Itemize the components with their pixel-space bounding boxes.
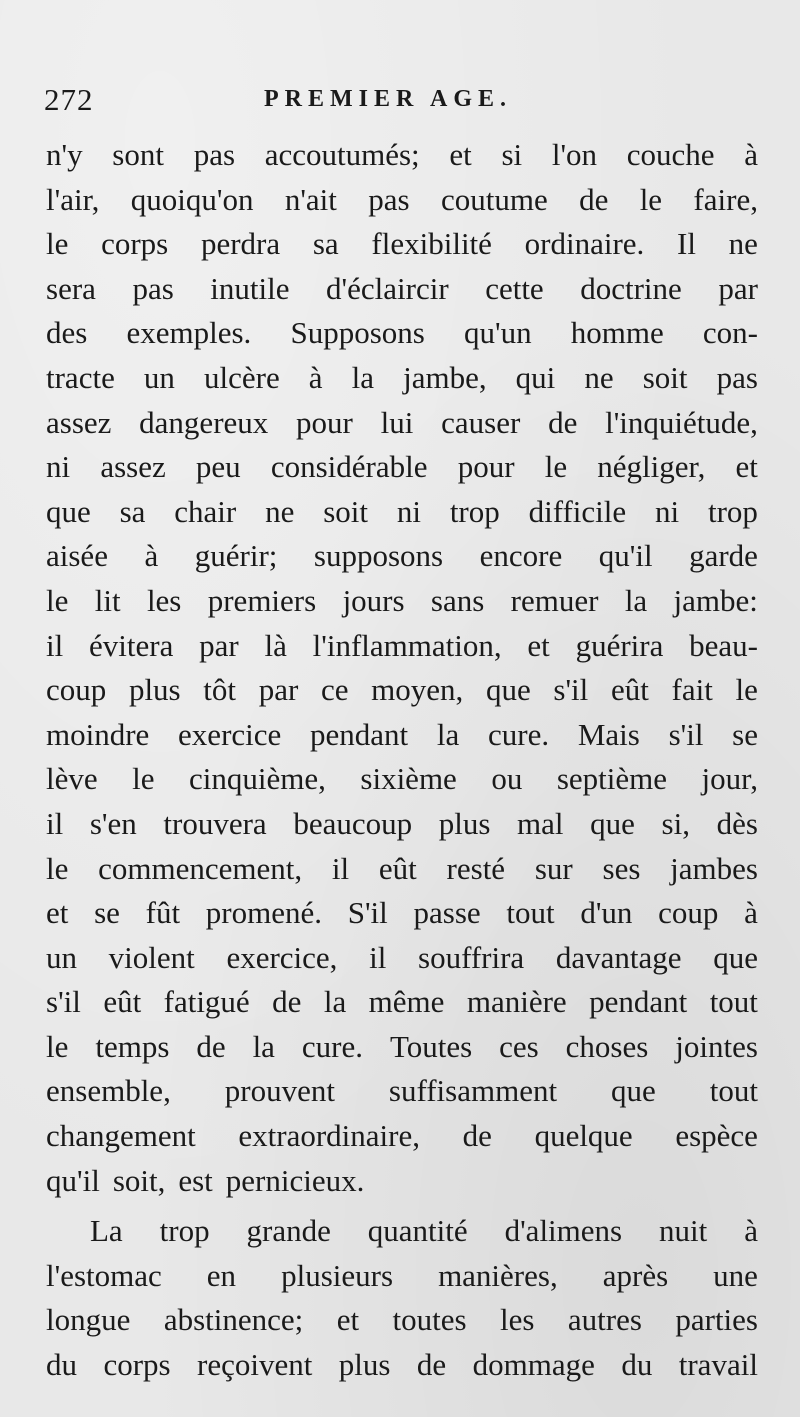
word: septième bbox=[556, 761, 667, 797]
word: les bbox=[146, 582, 182, 618]
word: qu'il bbox=[598, 538, 653, 574]
word: le bbox=[735, 672, 758, 708]
word: plus bbox=[438, 805, 491, 841]
word: l'inflammation, bbox=[312, 627, 502, 663]
word: sans bbox=[430, 582, 485, 618]
word: que bbox=[590, 805, 635, 841]
word: si, bbox=[661, 805, 690, 841]
word: eût bbox=[610, 672, 649, 708]
word: de bbox=[196, 1028, 226, 1064]
word: eût bbox=[378, 850, 417, 886]
word: à bbox=[308, 359, 323, 395]
word: il bbox=[331, 850, 350, 886]
word: à bbox=[744, 895, 758, 931]
word: du bbox=[46, 1347, 77, 1383]
text-line bbox=[46, 847, 758, 892]
word: même bbox=[368, 984, 445, 1020]
text-line bbox=[46, 534, 758, 579]
text-line bbox=[46, 668, 758, 713]
text-line bbox=[46, 445, 758, 490]
word: premiers bbox=[207, 582, 317, 618]
word: trop bbox=[159, 1213, 210, 1249]
word: pernicieux. bbox=[225, 1162, 365, 1198]
word: que bbox=[485, 672, 531, 708]
word: se bbox=[94, 895, 120, 931]
word: de bbox=[579, 181, 609, 217]
body-text bbox=[46, 133, 758, 1388]
word: le bbox=[46, 1028, 69, 1064]
word: choses bbox=[565, 1028, 649, 1064]
word: Il bbox=[677, 226, 696, 262]
word: à bbox=[144, 538, 159, 574]
word: se bbox=[732, 716, 758, 752]
word: guérira bbox=[575, 627, 664, 663]
word: ne bbox=[265, 493, 295, 529]
word: travail bbox=[678, 1347, 758, 1383]
word: le bbox=[544, 449, 568, 485]
word: ou bbox=[491, 761, 523, 797]
word: que bbox=[713, 939, 758, 975]
word: n'ait bbox=[284, 181, 337, 217]
word: s'en bbox=[89, 805, 137, 841]
word: lui bbox=[380, 404, 414, 440]
word: ses bbox=[602, 850, 641, 886]
word: et bbox=[336, 1302, 360, 1338]
word: jointes bbox=[675, 1028, 758, 1064]
word: homme bbox=[570, 315, 664, 351]
word: l'inquiétude, bbox=[605, 404, 758, 440]
word: quelque bbox=[534, 1118, 633, 1154]
word: fait bbox=[671, 672, 713, 708]
word: il bbox=[46, 805, 64, 841]
word: Toutes bbox=[389, 1028, 473, 1064]
word: l'on bbox=[551, 137, 598, 172]
word: coup bbox=[46, 672, 107, 708]
word: sa bbox=[119, 493, 146, 529]
word: temps bbox=[95, 1028, 170, 1064]
word: toutes bbox=[392, 1302, 467, 1338]
word: ulcère bbox=[203, 359, 280, 395]
word: qui bbox=[515, 359, 556, 395]
word: pour bbox=[457, 449, 515, 485]
word: sont bbox=[112, 137, 164, 172]
word: est bbox=[178, 1162, 213, 1198]
text-line bbox=[46, 1343, 758, 1388]
word: cure. bbox=[301, 1028, 363, 1064]
word: sixième bbox=[360, 761, 457, 797]
word: lit bbox=[94, 582, 121, 618]
word: de bbox=[548, 404, 578, 440]
text-line bbox=[46, 222, 758, 267]
word: promené. bbox=[205, 895, 323, 931]
word: d'un bbox=[580, 895, 633, 931]
word: remuer bbox=[510, 582, 599, 618]
word: que bbox=[46, 493, 91, 529]
word: La bbox=[90, 1213, 123, 1249]
word: difficile bbox=[528, 493, 627, 529]
word: la bbox=[624, 582, 648, 618]
word: chair bbox=[174, 493, 237, 529]
word: le bbox=[46, 582, 69, 618]
word: encore bbox=[479, 538, 563, 574]
word: moyen, bbox=[371, 672, 464, 708]
word: tout bbox=[709, 1073, 758, 1109]
word: de bbox=[416, 1347, 447, 1383]
word: plusieurs bbox=[281, 1257, 394, 1293]
text-line bbox=[46, 980, 758, 1025]
word: après bbox=[602, 1257, 669, 1293]
word: assez bbox=[46, 404, 112, 440]
word: fût bbox=[145, 895, 181, 931]
word: tout bbox=[506, 895, 555, 931]
word: assez bbox=[100, 449, 166, 485]
word: passe bbox=[413, 895, 481, 931]
word: eût bbox=[103, 984, 142, 1020]
word: le bbox=[639, 181, 663, 217]
text-line bbox=[46, 936, 758, 981]
word: une bbox=[713, 1257, 758, 1293]
word: s'il bbox=[668, 716, 704, 752]
text-line bbox=[46, 1254, 758, 1299]
word: extraordinaire, bbox=[238, 1118, 421, 1154]
word: longue bbox=[46, 1302, 131, 1338]
word: jambe, bbox=[403, 359, 487, 395]
word: par bbox=[258, 672, 299, 708]
word: ensemble, bbox=[46, 1073, 171, 1109]
running-title: PREMIER AGE. bbox=[264, 86, 513, 112]
word: S'il bbox=[347, 895, 388, 931]
word: causer bbox=[441, 404, 521, 440]
word: négliger, bbox=[597, 449, 706, 485]
word: la bbox=[252, 1028, 275, 1064]
word: il bbox=[46, 627, 64, 663]
text-line bbox=[46, 1298, 758, 1343]
word: changement bbox=[46, 1118, 196, 1154]
word: sera bbox=[46, 270, 96, 306]
word: jour, bbox=[701, 761, 758, 797]
word: inutile bbox=[210, 270, 290, 306]
text-line bbox=[46, 802, 758, 847]
word: peu bbox=[195, 449, 241, 485]
word: davantage bbox=[555, 939, 682, 975]
word: des bbox=[46, 315, 88, 351]
word: abstinence; bbox=[163, 1302, 304, 1338]
word: accoutumés; bbox=[264, 137, 420, 172]
word: d'éclaircir bbox=[326, 270, 449, 306]
word: parties bbox=[675, 1302, 758, 1338]
word: s'il bbox=[553, 672, 589, 708]
word: corps bbox=[103, 1347, 171, 1383]
text-line bbox=[46, 401, 758, 446]
word: la bbox=[436, 716, 460, 752]
word: mal bbox=[517, 805, 564, 841]
word: guérir; bbox=[194, 538, 278, 574]
word: souffrira bbox=[418, 939, 525, 975]
word: et bbox=[735, 449, 758, 485]
word: l'air, bbox=[46, 181, 100, 217]
paragraph-1 bbox=[46, 133, 758, 1203]
word: trouvera bbox=[163, 805, 267, 841]
word: fatigué bbox=[163, 984, 250, 1020]
word: Mais bbox=[577, 716, 640, 752]
text-line bbox=[46, 1069, 758, 1114]
word: jambe: bbox=[673, 582, 758, 618]
text-line bbox=[46, 356, 758, 401]
paragraph-2 bbox=[46, 1209, 758, 1387]
word: pendant bbox=[310, 716, 409, 752]
word: considérable bbox=[270, 449, 428, 485]
word: évitera bbox=[89, 627, 174, 663]
word: à bbox=[744, 1213, 758, 1249]
word: ne bbox=[728, 226, 758, 262]
word: et bbox=[527, 627, 550, 663]
word: le bbox=[46, 226, 69, 262]
word: et bbox=[449, 137, 472, 172]
word: le bbox=[132, 761, 155, 797]
word: violent bbox=[108, 939, 195, 975]
text-line bbox=[46, 1114, 758, 1159]
word: s'il bbox=[46, 984, 81, 1020]
word: qu'il bbox=[46, 1162, 100, 1198]
word: sur bbox=[534, 850, 573, 886]
word: soit bbox=[642, 359, 688, 395]
word: qu'un bbox=[464, 315, 532, 351]
word: à bbox=[744, 137, 758, 172]
word: par bbox=[199, 627, 239, 663]
word: ni bbox=[396, 493, 421, 529]
word: flexibilité bbox=[371, 226, 492, 262]
word: doctrine bbox=[580, 270, 682, 306]
word: manières, bbox=[438, 1257, 558, 1293]
word: con- bbox=[702, 315, 758, 351]
word: un bbox=[46, 939, 77, 975]
word: pour bbox=[296, 404, 353, 440]
text-line bbox=[46, 311, 758, 356]
word: pas bbox=[132, 270, 174, 306]
word: autres bbox=[567, 1302, 642, 1338]
word: espèce bbox=[675, 1118, 758, 1154]
word: et bbox=[46, 895, 69, 931]
word: couche bbox=[626, 137, 715, 172]
word: cinquième, bbox=[189, 761, 326, 797]
word: le bbox=[46, 850, 69, 886]
word: dangereux bbox=[139, 404, 269, 440]
word: trop bbox=[449, 493, 500, 529]
word: beaucoup bbox=[293, 805, 413, 841]
word: du bbox=[621, 1347, 653, 1383]
word: trop bbox=[707, 493, 758, 529]
word: sa bbox=[312, 226, 339, 262]
text-line bbox=[46, 579, 758, 624]
text-line bbox=[46, 891, 758, 936]
word: cure. bbox=[488, 716, 550, 752]
word: ni bbox=[46, 449, 71, 485]
word: jours bbox=[342, 582, 405, 618]
word: pas bbox=[193, 137, 236, 172]
word: soit bbox=[323, 493, 368, 529]
word: corps bbox=[101, 226, 169, 262]
word: l'estomac bbox=[46, 1257, 162, 1293]
text-line bbox=[46, 490, 758, 535]
word: là bbox=[264, 627, 287, 663]
word: jambes bbox=[670, 850, 758, 886]
word: ce bbox=[320, 672, 349, 708]
word: ces bbox=[499, 1028, 539, 1064]
word: tout bbox=[709, 984, 758, 1020]
word: si bbox=[501, 137, 523, 172]
word: exercice bbox=[178, 716, 282, 752]
word: quoiqu'on bbox=[130, 181, 254, 217]
word: quantité bbox=[367, 1213, 468, 1249]
word: dès bbox=[716, 805, 758, 841]
word: un bbox=[143, 359, 175, 395]
text-line bbox=[46, 267, 758, 312]
text-line bbox=[46, 1159, 758, 1204]
word: garde bbox=[689, 538, 758, 574]
word: tracte bbox=[46, 359, 115, 395]
word: la bbox=[323, 984, 347, 1020]
word: pas bbox=[368, 181, 410, 217]
word: par bbox=[718, 270, 758, 306]
word: lève bbox=[46, 761, 98, 797]
text-line bbox=[46, 757, 758, 802]
word: n'y bbox=[46, 137, 83, 172]
word: il bbox=[369, 939, 387, 975]
word: pendant bbox=[589, 984, 688, 1020]
word: grande bbox=[246, 1213, 331, 1249]
word: d'alimens bbox=[504, 1213, 623, 1249]
text-line bbox=[46, 133, 758, 178]
word: coup bbox=[658, 895, 719, 931]
word: prouvent bbox=[224, 1073, 335, 1109]
word: nuit bbox=[659, 1213, 708, 1249]
word: soit, bbox=[112, 1162, 166, 1198]
text-line bbox=[46, 713, 758, 758]
word: ni bbox=[655, 493, 680, 529]
word: cette bbox=[485, 270, 544, 306]
word: Supposons bbox=[290, 315, 425, 351]
text-line bbox=[46, 178, 758, 223]
word: plus bbox=[338, 1347, 391, 1383]
word: tôt bbox=[203, 672, 237, 708]
word: ordinaire. bbox=[524, 226, 645, 262]
text-line bbox=[46, 1025, 758, 1070]
word: plus bbox=[128, 672, 181, 708]
word: suffisamment bbox=[388, 1073, 558, 1109]
word: exemples. bbox=[126, 315, 252, 351]
word: moindre bbox=[46, 716, 150, 752]
word: la bbox=[351, 359, 374, 395]
word: les bbox=[500, 1302, 535, 1338]
word: exercice, bbox=[226, 939, 338, 975]
word: de bbox=[272, 984, 302, 1020]
text-line bbox=[46, 624, 758, 669]
word: en bbox=[206, 1257, 237, 1293]
word: pas bbox=[716, 359, 758, 395]
word: de bbox=[462, 1118, 492, 1154]
word: faire, bbox=[693, 181, 758, 217]
word: dommage bbox=[472, 1347, 595, 1383]
word: supposons bbox=[313, 538, 444, 574]
word: beau- bbox=[689, 627, 758, 663]
running-head bbox=[44, 82, 754, 122]
word: ne bbox=[584, 359, 614, 395]
page-number: 272 bbox=[44, 82, 94, 117]
word: coutume bbox=[440, 181, 548, 217]
text-line bbox=[46, 1209, 758, 1254]
word: que bbox=[611, 1073, 656, 1109]
word: commencement, bbox=[98, 850, 303, 886]
word: manière bbox=[466, 984, 567, 1020]
word: aisée bbox=[46, 538, 108, 574]
word: perdra bbox=[200, 226, 281, 262]
word: reçoivent bbox=[197, 1347, 313, 1383]
word: resté bbox=[446, 850, 506, 886]
